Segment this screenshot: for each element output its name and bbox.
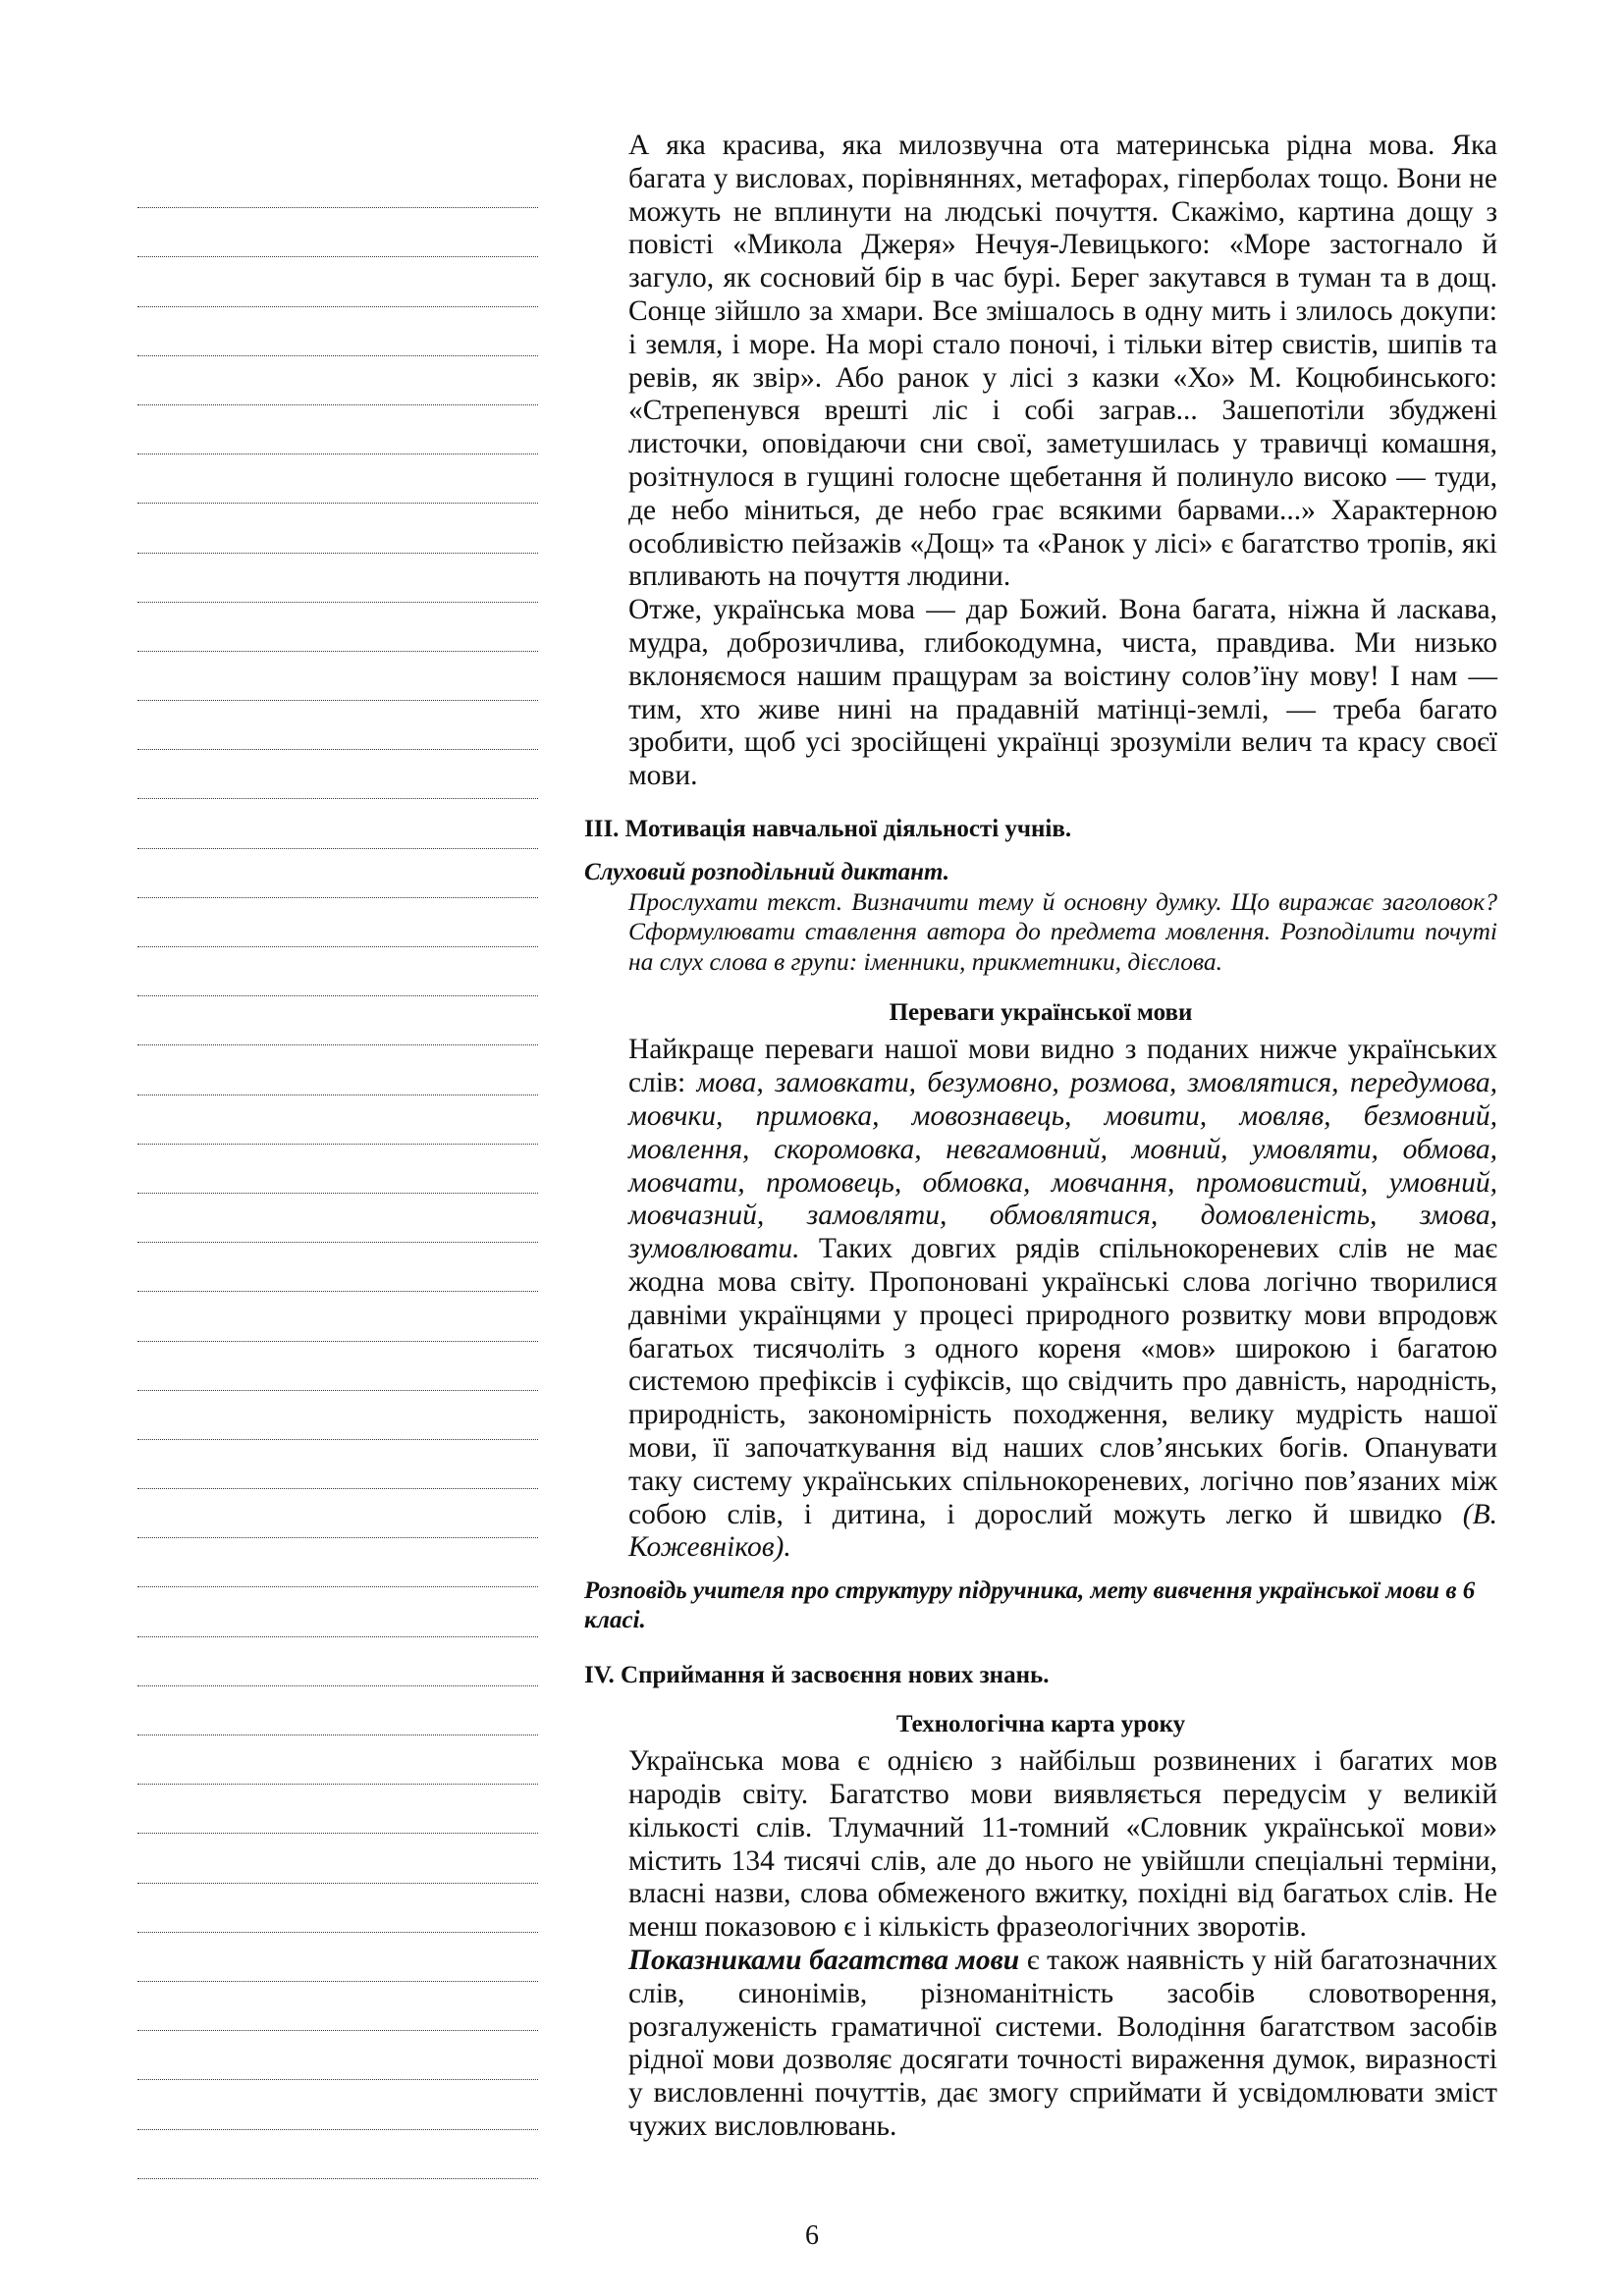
note-line: [137, 1391, 538, 1440]
dictation-title: Слуховий розподільний диктант.: [584, 858, 950, 885]
note-line: [137, 1933, 538, 1982]
note-line: [137, 750, 538, 799]
note-line: [137, 1637, 538, 1686]
note-line: [137, 257, 538, 306]
note-line: [137, 1095, 538, 1145]
richness-indicators-term: Показниками багатства мови: [628, 1944, 1020, 1976]
advantages-word-list: мова, замовкати, безумовно, розмова, змовлятися, передумова, мовчки, примовка, мовознавець, мовити, мовляв, безмовний, мовлення, скоромовка, невгамовний, мовний, умовляти, обмова, мовчати, промовець, обмовка, мовчання, промовистий, умовний, мовчазний, замовляти, обмовлятися, домовленість, змова, зумовлювати.: [628, 1067, 1497, 1265]
note-line: [137, 2080, 538, 2129]
advantages-text: [628, 1034, 1497, 1565]
note-line: [137, 2031, 538, 2080]
tech-card-paragraph-2-rest: є також наявність у ній багатозначних слів, синонімів, різноманітність засобів словотворення, розгалуженість граматичної системи. Володіння багатством засобів рідної мови дозволяє досягати точності вираження думок, виразності у висловленні почуттів, дає змогу сприймати й усвідомлювати зміст чужих висловлювань.: [628, 1944, 1497, 2142]
note-line: [137, 208, 538, 257]
tech-card-paragraph-1: Українська мова є однією з найбільш розвинених і багатих мов народів світу. Багатство мови виявляється передусім у великій кількості слів. Тлумачний 11-томний «Словник української мови» містить 134 тисячі слів, але до нього не увійшли спеціальні терміни, власні назви, слова обмеженого вжитку, похідні від багатьох слів. Не менш показовою є і кількість фразеологічних зворотів.: [628, 1745, 1497, 1944]
note-line: [137, 356, 538, 405]
tech-card-paragraph-2: [628, 1945, 1497, 2144]
section-4-heading: IV. Сприймання й засвоєння нових знань.: [584, 1662, 1050, 1689]
advantages-author: (В. Кожевніков).: [628, 1498, 1497, 1564]
note-line: [137, 554, 538, 603]
margin-note-lines: [137, 159, 538, 2179]
note-line: [137, 159, 538, 208]
note-line: [137, 603, 538, 652]
note-line: [137, 1785, 538, 1834]
note-line: [137, 454, 538, 504]
note-line: [137, 996, 538, 1045]
note-line: [137, 849, 538, 898]
note-line: [137, 1884, 538, 1933]
note-line: [137, 1145, 538, 1194]
text-title-tech-card: Технологічна карта уроку: [895, 1711, 1186, 1738]
note-line: [137, 405, 538, 454]
note-line: [137, 504, 538, 553]
note-line: [137, 947, 538, 996]
note-line: [137, 1587, 538, 1636]
main-text-column: [584, 130, 1497, 2144]
note-line: [137, 652, 538, 701]
page-number: 6: [805, 2220, 819, 2251]
note-line: [137, 1686, 538, 1735]
note-line: [137, 1982, 538, 2031]
intro-paragraph-1: А яка красива, яка милозвучна ота материнська рідна мова. Яка багата у висловах, порівняннях, метафорах, гіперболах тощо. Вони не можуть не вплинути на людські почуття. Скажімо, картина дощу з повісті «Микола Джеря» Нечуя-Левицького: «Море застогнало й загуло, як сосновий бір в час бурі. Берег закутався в туман та в дощ. Сонце зійшло за хмари. Все змішалось в одну мить і злилось докупи: і земля, і море. На морі стало поночі, і тільки вітер свистів, шипів та ревів, як звір». Або ранок у лісі з казки «Хо» М. Коцюбинського: «Стрепенувся врешті ліс і собі заграв... Зашепотіли збуджені листочки, оповідаючи сни свої, заметушилась у травичці комашня, розітнулося в гущині голосне щебетання й полинуло високо — туди, де небо міниться, де небо грає всякими барвами...» Характерною особливістю пейзажів «Дощ» та «Ранок у лісі» є багатство тропів, які впливають на почуття людини.: [628, 130, 1497, 593]
note-line: [137, 1440, 538, 1489]
dictation-task: Прослухати текст. Визначити тему й основну думку. Що виражає заголовок? Сформулювати ставлення автора до предмета мовлення. Розподілити почуті на слух слова в групи: іменники, прикметники, дієслова.: [628, 886, 1497, 976]
note-line: [137, 1538, 538, 1587]
note-line: [137, 1243, 538, 1292]
note-line: [137, 1735, 538, 1785]
note-line: [137, 1292, 538, 1341]
note-line: [137, 2130, 538, 2179]
note-line: [137, 307, 538, 356]
advantages-lead: Найкраще переваги нашої мови видно з поданих нижче українських слів:: [628, 1034, 1497, 1099]
text-title-advantages: Переваги української мови: [889, 999, 1193, 1027]
note-line: [137, 1194, 538, 1243]
intro-paragraph-2: Отже, українська мова — дар Божий. Вона багата, ніжна й ласкава, мудра, доброзичлива, глибокодумна, чиста, правдива. Ми низько вклоняємося нашим пращурам за воістину солов’їну мову! І нам — тим, хто живе нині на прадавній матінці-землі, — треба багато зробити, щоб усі зросійщені українці зрозуміли велич та красу своєї мови.: [628, 594, 1497, 792]
advantages-rest: Таких довгих рядів спільнокореневих слів не має жодна мова світу. Пропоновані українські слова логічно творилися давніми українцями у процесі природного розвитку мови впродовж багатьох тисячоліть з одного кореня «мов» широкою і багатою системою префіксів і суфіксів, що свідчить про давність, народність, природність, закономірність походження, велику мудрість нашої мови, її започаткування від наших слов’янських богів. Опанувати таку систему українських спільнокореневих, логічно пов’язаних між собою слів, і дитина, і дорослий можуть легко й швидко: [628, 1233, 1497, 1530]
note-line: [137, 701, 538, 750]
note-line: [137, 1489, 538, 1538]
section-3-heading: III. Мотивація навчальної діяльності учнів.: [584, 815, 1072, 842]
teacher-story: Розповідь учителя про структуру підручника, мету вивчення української мови в 6 класі.: [584, 1577, 1476, 1634]
note-line: [137, 1342, 538, 1391]
note-line: [137, 799, 538, 848]
note-line: [137, 1834, 538, 1883]
note-line: [137, 1045, 538, 1095]
note-line: [137, 898, 538, 947]
